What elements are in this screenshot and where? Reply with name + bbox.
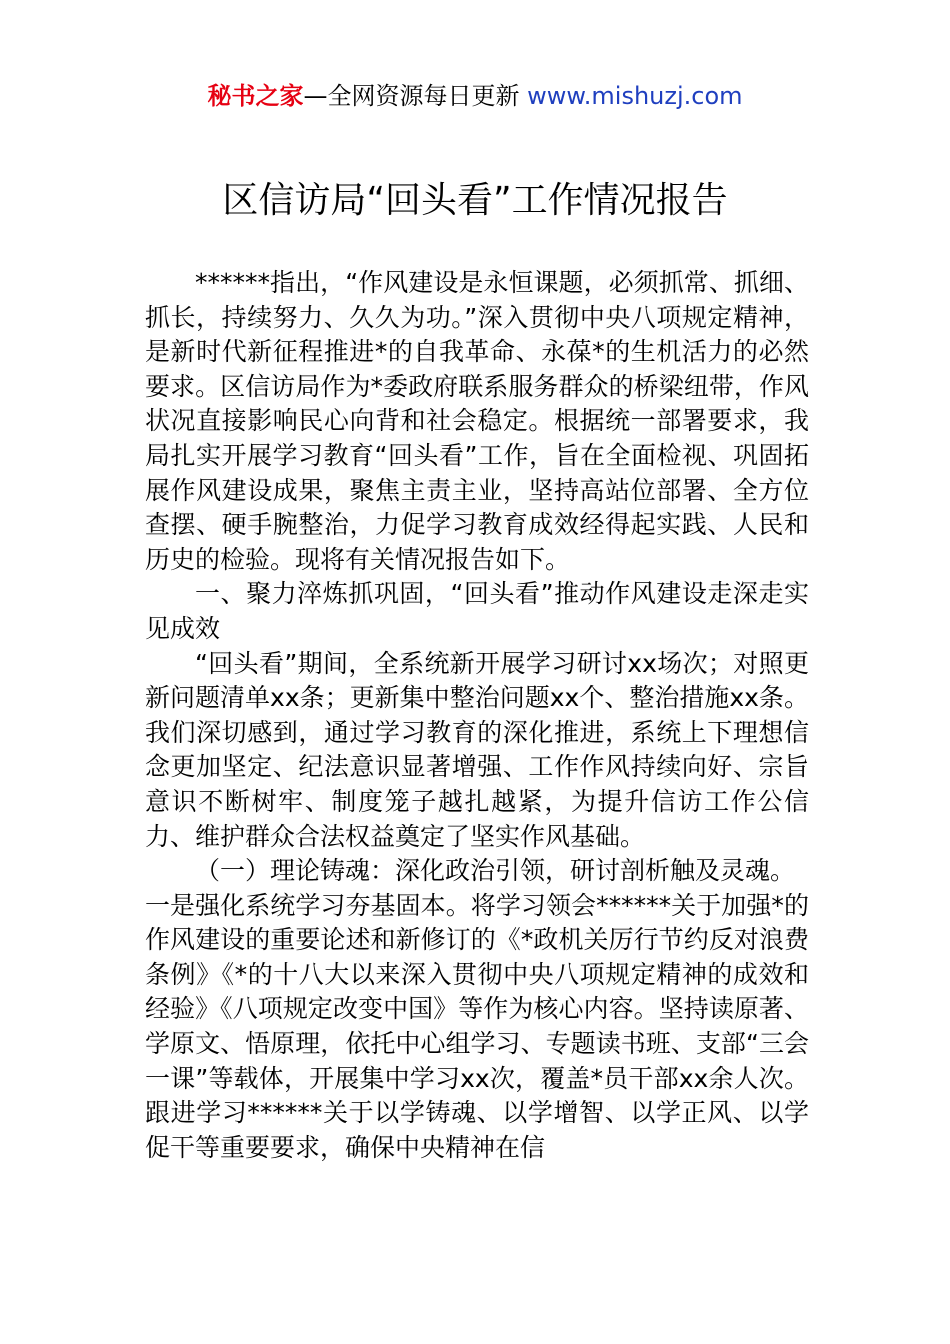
brand-name: 秘书之家 [207, 82, 304, 110]
section-heading-1: 一、聚力淬炼抓巩固，“回头看”推动作风建设走深走实见成效 [145, 579, 809, 643]
header-tagline: —全网资源每日更新 [303, 82, 520, 110]
subsection-1-paragraph: 一是强化系统学习夯基固本。将学习领会******关于加强*的作风建设的重要论述和新修订的《*政机关厉行节约反对浪费条例》《*的十八大以来深入贯彻中央八项规定精神的成效和经验》《八项规定改变中国》等作为核心内容。坚持读原著、学原文、悟原理，依托中心组学习、专题读书班、支部“三会一课”等载体，开展集中学习xx次，覆盖*员干部xx余人次。跟进学习******关于以学铸魂、以学增智、以学正风、以学促干等重要要求，确保中央精神在信 [145, 890, 809, 1162]
page-header [0, 80, 950, 112]
document-body [145, 266, 809, 1165]
subsection-heading-1: （一）理论铸魂：深化政治引领，研讨剖析触及灵魂。 [195, 856, 796, 886]
document-title: 区信访局“回头看”工作情况报告 [222, 180, 728, 221]
section-1-paragraph: “回头看”期间，全系统新开展学习研讨xx场次；对照更新问题清单xx条；更新集中整治问题xx个、整治措施xx条。我们深切感到，通过学习教育的深化推进，系统上下理想信念更加坚定、纪法意识显著增强、工作作风持续向好、宗旨意识不断树牢、制度笼子越扎越紧，为提升信访工作公信力、维护群众合法权益奠定了坚实作风基础。 [145, 648, 809, 851]
site-url-link[interactable]: www.mishuzj.com [527, 82, 743, 110]
intro-paragraph: ******指出，“作风建设是永恒课题，必须抓常、抓细、抓长，持续努力、久久为功。”深入贯彻中央八项规定精神，是新时代新征程推进*的自我革命、永葆*的生机活力的必然要求。区信访局作为*委政府联系服务群众的桥梁纽带，作风状况直接影响民心向背和社会稳定。根据统一部署要求，我局扎实开展学习教育“回头看”工作，旨在全面检视、巩固拓展作风建设成果，聚焦主责主业，坚持高站位部署、全方位查摆、硬手腕整治，力促学习教育成效经得起实践、人民和历史的检验。现将有关情况报告如下。 [145, 268, 809, 574]
